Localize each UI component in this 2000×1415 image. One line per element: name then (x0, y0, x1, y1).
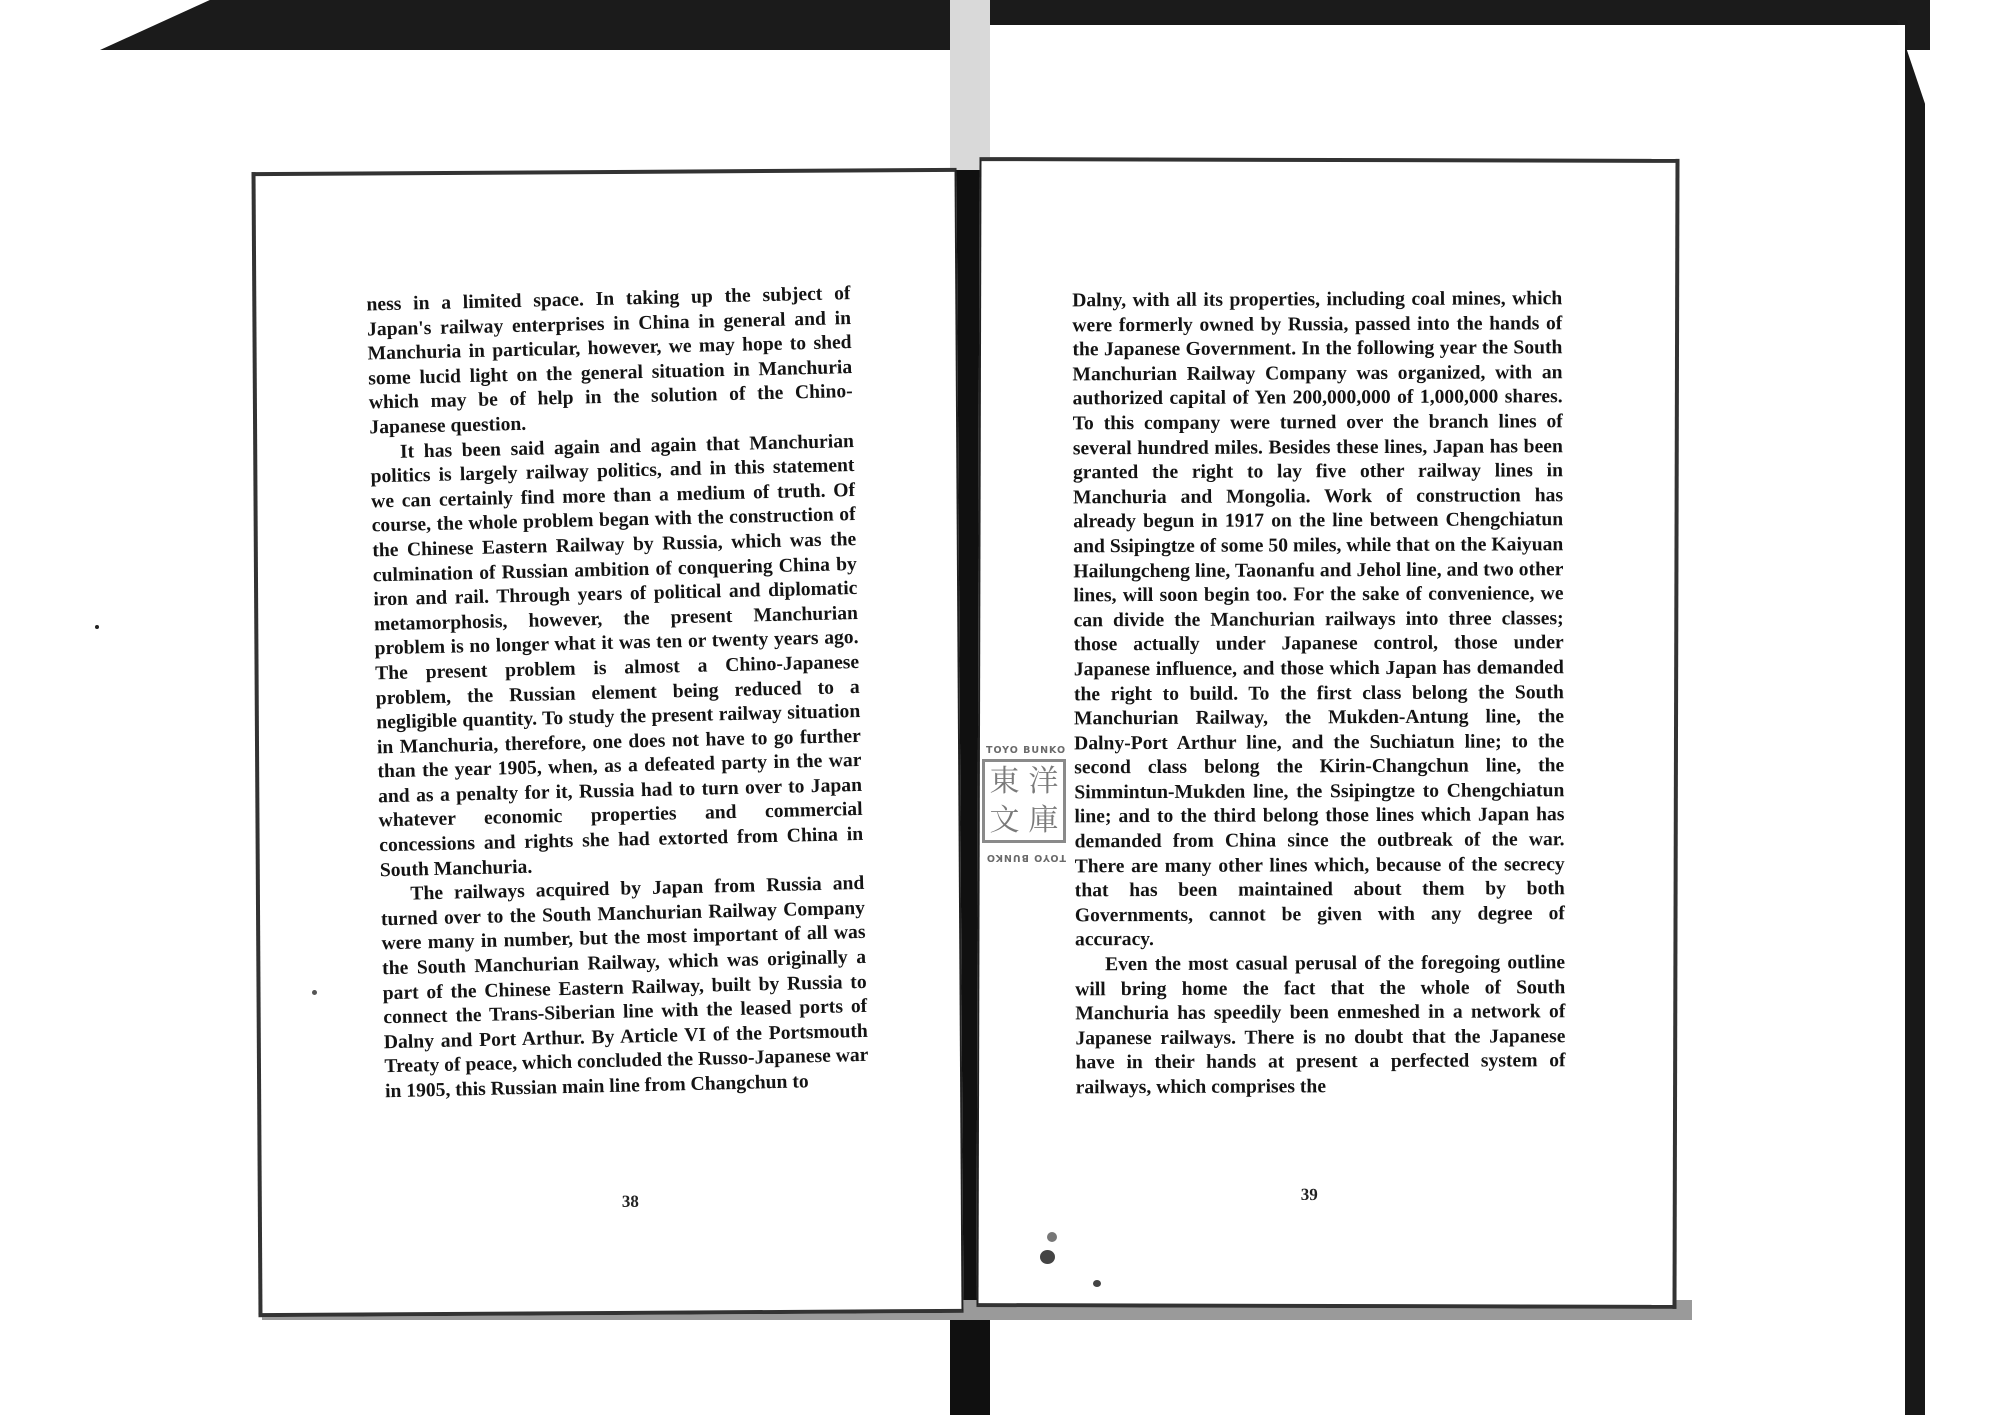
scan-speck (312, 990, 317, 995)
scan-speck (95, 625, 99, 629)
scan-speck (1047, 1232, 1057, 1242)
right-paragraph-1: Dalny, with all its properties, including coal mines, which were formerly owned by Russia, passed into the hands of the Japanese Government. In the following year the South Manchurian Railway Company was organized, with an authorized capital of Yen 200,000,000 of 1,000,000 shares. To this company were turned over the branch lines of several hundred miles. Besides these lines, Japan has been granted the right to lay five other railway lines in Manchuria and Mongolia. Work of construction has already begun in 1917 on the line between Chengchiatun and Ssipingtze of some 50 miles, while that on the Kaiyuan Hailungcheng line, Taonanfu and Jehol line, and two other lines, will soon begin too. For the sake of convenience, we can divide the Manchurian railways into three classes; those actually under Japanese control, those under Japanese influence, and those which Japan has demanded the right to build. To the first class belong the South Manchurian Railway, the Mukden-Antung line, the Dalny-Port Arthur line, and the Suchiatun line; to the second class belong the Kirin-Changchun line, the Simmintun-Mukden line, the Ssipingtze to Chengchiatun line; and to the third belong those lines which Japan has demanded from China since the outbreak of the war. There are many other lines which, because of the secrecy that has been maintained about them by both Governments, cannot be given with any degree of accuracy. (1072, 288, 1565, 951)
stamp-char-2: 洋 (1028, 764, 1059, 799)
stamp-top-label: TOYO BUNKO (985, 745, 1067, 756)
stamp-seal (982, 759, 1066, 843)
library-stamp (978, 745, 1074, 863)
left-paragraph-3: The railways acquired by Japan from Russia and turned over to the South Manchurian Railway Company were many in number, but the most important of all was the South Manchurian Railway, which was originally a part of the Chinese Eastern Railway, built by Russia to connect the Trans-Siberian line with the leased ports of Dalny and Port Arthur. By Article VI of the Portsmouth Treaty of peace, which concluded the Russo-Japanese war in 1905, this Russian main line from Changchun to (380, 873, 869, 1103)
scan-speck (1040, 1250, 1055, 1264)
stamp-char-1: 東 (989, 764, 1020, 799)
scan-speck (1093, 1280, 1101, 1287)
right-page-text (1072, 287, 1566, 1101)
right-page (976, 157, 1679, 1309)
right-paragraph-2: Even the most casual perusal of the foregoing outline will bring home the fact that the whole of South Manchuria has speedily been enmeshed in a network of Japanese railways. There is no doubt that the Japanese have in their hands at present a perfected system of railways, which comprises the (1075, 952, 1566, 1099)
stamp-bottom-label: TOYO BUNKO (985, 852, 1067, 863)
left-page-text (366, 282, 869, 1105)
left-page (252, 168, 964, 1317)
right-page-number: 39 (1300, 1184, 1318, 1204)
stamp-char-3: 文 (989, 803, 1020, 838)
spine-clip (950, 0, 990, 170)
left-paragraph-2: It has been said again and again that Manchurian politics is largely railway politics, and in this statement we can certainly find more than a medium of truth. Of course, the whole problem began with the construction of the Chinese Eastern Railway by Russia, which was the culmination of Russian ambition of conquering China by iron and rail. Through years of political and diplomatic metamorphosis, however, the present Manchurian problem is no longer what it was ten or twenty years ago. The present problem is almost a Chino-Japanese problem, the Russian element being reduced to a negligible quantity. To study the present railway situation in Manchuria, therefore, one does not have to go further than the year 1905, when, as a defeated party in the war and as a penalty for it, Russia had to turn over to Japan whatever economic properties and commercial concessions and rights she had extorted from China in South Manchuria. (370, 430, 864, 881)
left-paragraph-1: ness in a limited space. In taking up the subject of Japan's railway enterprises in China in general and in Manchuria in particular, however, we may hope to shed some lucid light on the general situation in Manchuria which may be of help in the solution of the Chino-Japanese question. (366, 283, 853, 439)
stamp-char-4: 庫 (1028, 803, 1059, 838)
left-page-number: 38 (621, 1191, 639, 1211)
